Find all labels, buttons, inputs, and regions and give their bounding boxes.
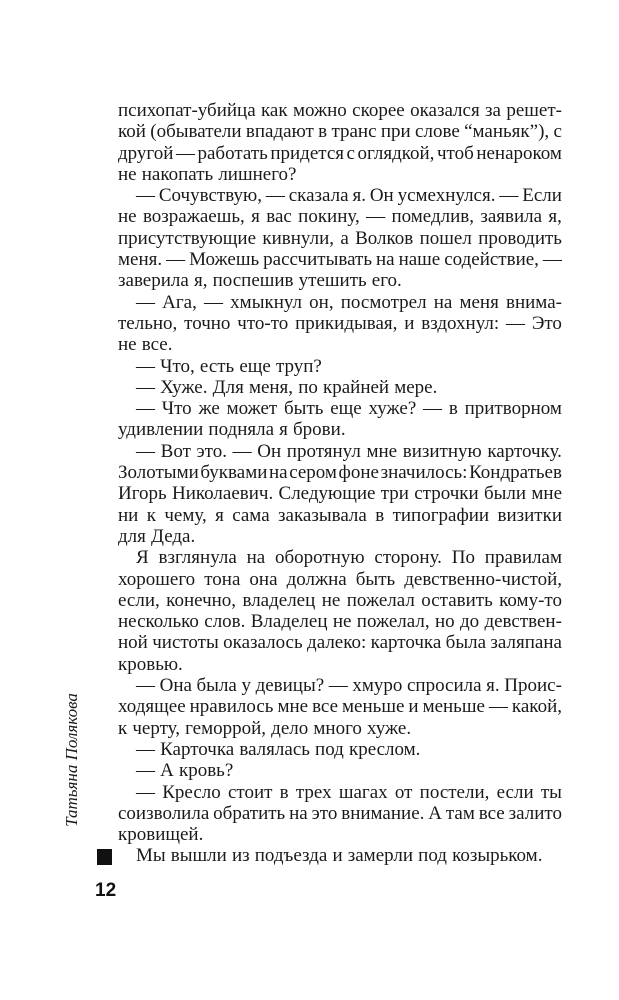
text-line: меня. — Можешь рассчитывать на наше содействие, — xyxy=(118,249,562,271)
text-line: Я взглянула на оборотную сторону. По правилам xyxy=(136,547,562,569)
text-line: к черту, геморрой, дело много хуже. xyxy=(118,717,412,739)
text-line: Золотыми буквами на сером фоне значилось: Кондратьев xyxy=(118,462,562,484)
body-text xyxy=(118,100,562,867)
text-line: заверила я, поспешив утешить его. xyxy=(118,270,402,292)
text-line: кровищей. xyxy=(118,824,204,846)
text-line: если, конечно, владелец не пожелал оставить кому-то xyxy=(118,589,562,611)
text-line: — Сочувствую, — сказала я. Он усмехнулся. — Если xyxy=(136,185,562,207)
text-line: психопат-убийца как можно скорее оказался за решет- xyxy=(118,100,562,121)
text-line: — Карточка валялась под креслом. xyxy=(136,738,421,760)
text-line: Игорь Николаевич. Следующие три строчки были мне xyxy=(118,483,562,505)
text-line: ной чистоты оказалось далеко: карточка была заляпана xyxy=(118,632,562,654)
text-line: — Она была у девицы? — хмуро спросила я. Проис- xyxy=(136,675,562,697)
text-line: — Что, есть еще труп? xyxy=(136,355,322,377)
text-line: другой — работать придется с оглядкой, чтоб ненароком xyxy=(118,142,562,164)
page-number: 12 xyxy=(95,880,117,901)
text-line: для Деда. xyxy=(118,525,196,547)
text-line: — А кровь? xyxy=(136,760,234,782)
text-line: присутствующие кивнули, а Волков пошел проводить xyxy=(118,227,562,249)
text-line: кой (обыватели впадают в транс при слове “маньяк”), с xyxy=(118,121,562,143)
text-line: — Кресло стоит в трех шагах от постели, если ты xyxy=(136,781,562,803)
page-marker-square xyxy=(97,849,112,865)
text-line: — Что же может быть еще хуже? — в притворном xyxy=(136,398,562,420)
text-line: кровью. xyxy=(118,653,183,675)
text-line: Мы вышли из подъезда и замерли под козырьком. xyxy=(136,845,543,867)
text-line: тельно, точно что-то прикидывая, и вздохнул: — Это xyxy=(118,312,562,334)
text-line: ни к чему, я сама заказывала в типографии визитки xyxy=(118,504,562,526)
text-line: не все. xyxy=(118,334,173,356)
text-line: — Вот это. — Он протянул мне визитную карточку. xyxy=(136,440,562,462)
text-line: не накопать лишнего? xyxy=(118,163,297,185)
text-line: удивлении подняла я брови. xyxy=(118,419,346,441)
text-line: хорошего тона она должна быть девственно-чистой, xyxy=(118,568,562,590)
author-running-head: Татьяна Полякова xyxy=(62,693,81,827)
text-line: не возражаешь, я вас покину, — помедлив, заявила я, xyxy=(118,206,562,228)
text-line: соизволила обратить на это внимание. А там все залито xyxy=(118,802,562,824)
text-line: несколько слов. Владелец не пожелал, но до девствен- xyxy=(118,611,562,633)
text-line: — Ага, — хмыкнул он, посмотрел на меня внима- xyxy=(136,291,562,313)
text-line: — Хуже. Для меня, по крайней мере. xyxy=(136,376,438,398)
text-line: ходящее нравилось мне все меньше и меньше — какой, xyxy=(118,696,562,718)
